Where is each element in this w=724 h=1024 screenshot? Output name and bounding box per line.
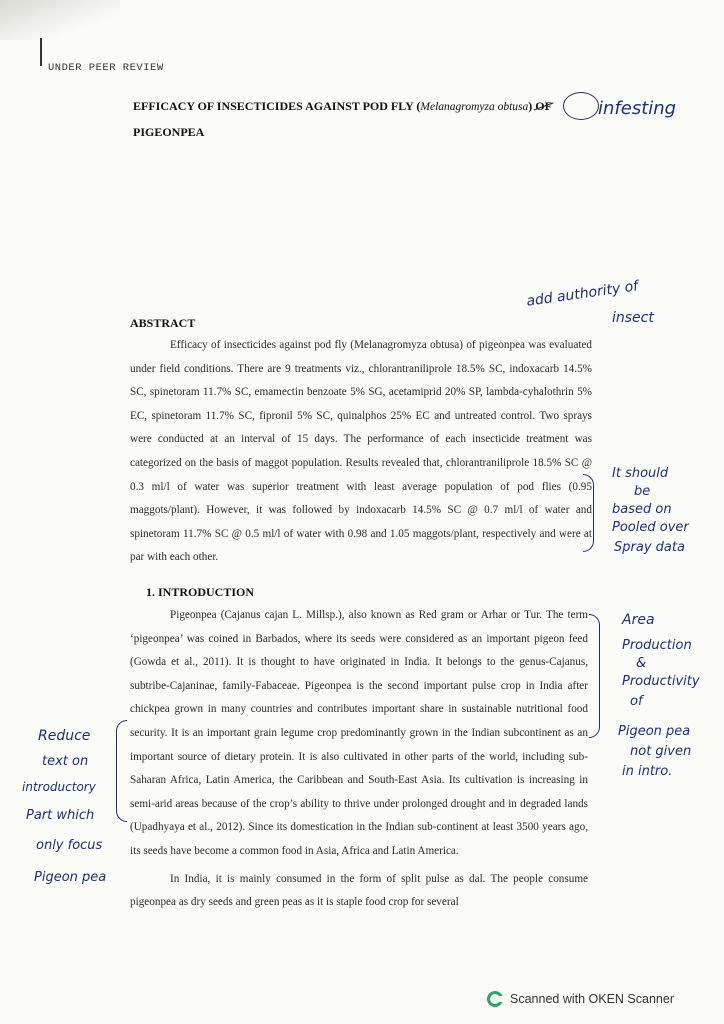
annotation-reduce-5: only focus (36, 838, 103, 853)
annotation-pooled-3: based on (612, 502, 672, 517)
annotation-authority-2: insect (612, 310, 654, 326)
annotation-area-1: Area (622, 612, 655, 628)
title-part3: PIGEONPEA (133, 125, 205, 139)
brace-area (589, 614, 600, 738)
annotation-pooled-1: It should (612, 466, 669, 481)
title-species: Melanagromyza obtusa (420, 101, 529, 113)
title-struck-word: OF (535, 99, 552, 113)
abstract-text: Efficacy of insecticides against pod fly (Melanagromyza obtusa) of pigeonpea was evaluated under field conditions. There are 9 treatments viz., chlorantraniliprole 18.5% SC, indoxacarb 14.5% SC, spinetoram 11.7% SC, emamectin benzoate 5% SG, acetamiprid 20% SP, lambda-cyhalothrin 5% EC, spinetoram 11.7% SC, fipronil 5% SC, quinalphos 25% EC and untreated control. Two sprays were conducted at an interval of 15 days. The performance of each insecticide treatment was categorized on the basis of maggot population. Results revealed that, chlorantraniliprole 18.5% SC @ 0.3 ml/l of water was superior treatment with least average population of pod flies (0.95 maggots/plant). However, it was followed by indoxacarb 14.5% SC @ 0.7 ml/l of water and spinetoram 11.7% SC @ 0.5 ml/l of water with 0.98 and 1.05 maggots/plant, respectively and were at par with each other. (130, 339, 592, 564)
annotation-area-5: of (630, 694, 643, 709)
introduction-body (130, 604, 588, 915)
annotation-authority-1: add authority of (525, 278, 640, 310)
annotation-area-6: Pigeon pea (618, 724, 691, 739)
review-label: UNDER PEER REVIEW (48, 62, 164, 74)
annotation-reduce-3: introductory (22, 780, 96, 794)
annotation-infesting: infesting (598, 98, 677, 119)
annotation-area-2: Production (622, 638, 692, 653)
paper-title (133, 94, 613, 145)
abstract-body (130, 334, 592, 570)
title-part2: ) (528, 99, 533, 113)
abstract-heading: ABSTRACT (130, 316, 196, 330)
margin-mark (40, 38, 42, 66)
annotation-pooled-2: be (634, 484, 651, 499)
annotation-pooled-5: Spray data (614, 540, 685, 555)
annotation-area-4: Productivity (622, 674, 700, 689)
annotation-reduce-2: text on (42, 754, 89, 769)
circled-word-mark (563, 92, 599, 120)
introduction-para2: In India, it is mainly consumed in the form of split pulse as dal. The people consume pigeonpea as dry seeds and green peas as it is staple food crop for several (130, 872, 588, 909)
scanner-text: Scanned with OKEN Scanner (510, 992, 674, 1006)
brace-pooled (583, 474, 594, 552)
introduction-heading: 1. INTRODUCTION (146, 585, 255, 599)
scan-shadow (0, 0, 120, 40)
scanner-watermark (487, 991, 674, 1007)
annotation-reduce-1: Reduce (38, 728, 91, 744)
scanner-logo-icon (487, 991, 503, 1007)
annotation-area-8: in intro. (622, 764, 673, 779)
introduction-para1: Pigeonpea (Cajanus cajan L. Millsp.), also known as Red gram or Arhar or Tur. The term ‘pigeonpea’ was coined in Barbados, where its seeds were considered as an important pigeon feed (Gowda et al., 2011). It is thought to have originated in India. It belongs to the genus-Cajanus, subtribe-Cajaninae, family-Fabaceae. Pigeonpea is the second important pulse crop in India after chickpea grown in many countries and contributes important share in sustainable nutritional food security. It is an important grain legume crop predominantly grown in the Indian subcontinent as an important source of dietary protein. It is also cultivated in other parts of the world, including sub-Saharan Africa, Latin America, the Caribbean and South-East Asia. Its cultivation is increasing in semi-arid areas because of the crop’s ability to thrive under prolonged drought and in degraded lands (Upadhyaya et al., 2012). Since its domestication in the Indian sub-continent at least 3500 years ago, its seeds have become a common food in Asia, Africa and Latin America. (130, 609, 588, 857)
annotation-area-3: & (636, 656, 647, 671)
title-part1: EFFICACY OF INSECTICIDES AGAINST POD FLY ( (133, 99, 421, 113)
annotation-reduce-4: Part which (26, 808, 95, 823)
annotation-pooled-4: Pooled over (612, 520, 689, 535)
brace-reduce (116, 720, 127, 822)
annotation-reduce-6: Pigeon pea (34, 870, 107, 885)
annotation-area-7: not given (630, 744, 692, 759)
